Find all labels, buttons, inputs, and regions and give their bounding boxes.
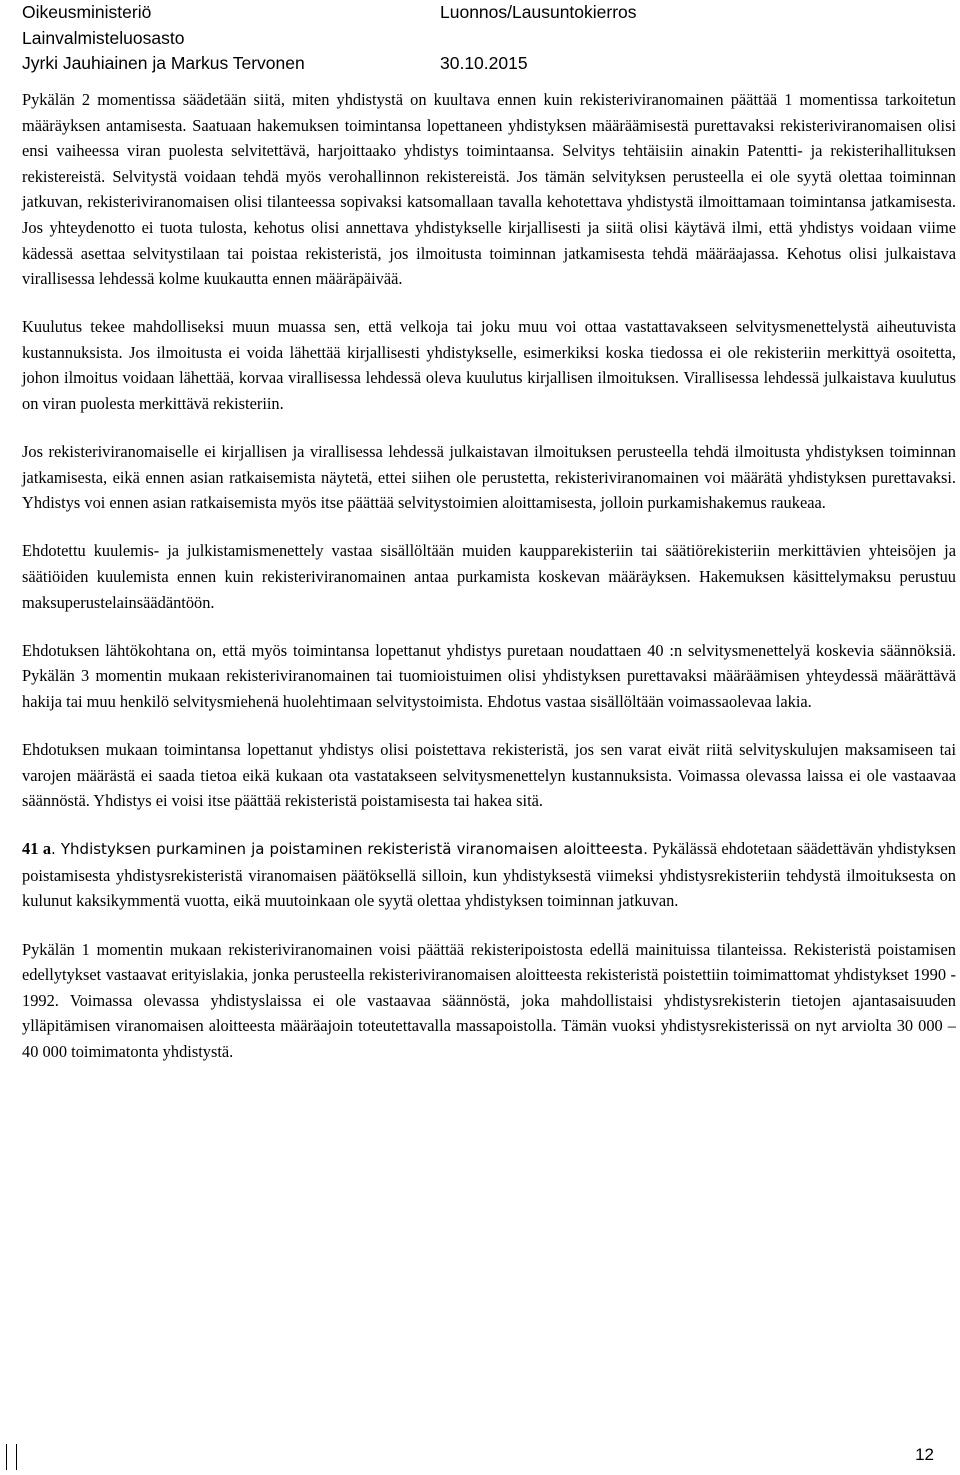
paragraph-7 [22,836,956,914]
paragraph-2: Kuulutus tekee mahdolliseksi muun muassa sen, että velkoja tai joku muu voi ottaa vastattavakseen selvitysmenettelystä aiheutuvista kustannuksista. Jos ilmoitusta ei voida lähettää kirjallisesti yhdistykselle, esimerkiksi koska tiedossa ei ole rekisteriin merkittyä osoitetta, johon ilmoitus voidaan lähettää, korvaa virallisessa lehdessä oleva kuulutus kirjallisen ilmoituksen. Virallisessa lehdessä julkaistava kuulutus on viran puolesta merkittävä rekisteriin. [22,317,956,414]
paragraph-8: Pykälän 1 momentin mukaan rekisteriviranomainen voisi päättää rekisteripoistosta edellä mainituissa tilanteissa. Rekisteristä poistamisen edellytykset vastaavat erityislakia, jonka perusteella rekisteriviranomaisen aloitteesta rekisteristä poistettiin toimimattomat yhdistykset 1990 - 1992. Voimassa olevassa yhdistyslaissa ei ole vastaavaa säännöstä, joka mahdollistaisi yhdistysrekisterin tietojen ajantasaisuuden ylläpitämisen viranomaisen aloitteesta määräajoin toteutettavalla massapoistolla. Tämän vuoksi yhdistysrekisterissä on nyt arviolta 30 000 – 40 000 toimimatonta yhdistystä. [22,939,956,1061]
section-text: Pykälässä ehdotetaan säädettävän yhdistyksen poistamisesta yhdistysrekisteristä viranomaisen päätöksellä silloin, kun yhdistyksestä viimeksi yhdistysrekisteriin tehdystä ilmoituksesta on kulunut kaksikymmentä vuotta, eikä muutoinkaan ole syytä olettaa yhdistyksen toiminnan jatkuvan. [22,839,956,911]
ministry-name: Oikeusministeriö [22,2,152,22]
header-row-3 [22,51,622,77]
page-number: 12 [915,1445,934,1464]
paragraph-4: Ehdotettu kuulemis- ja julkistamismenettely vastaa sisällöltään muiden kaupparekisteriin tai säätiörekisteriin merkittävien yhteisöjen ja säätiöiden kuulemista ennen kuin rekisteriviranomainen antaa purkamista koskevan määräyksen. Hakemuksen käsittelymaksu perustuu maksuperustelainsäädäntöön. [22,541,956,612]
department-name: Lainvalmisteluosasto [22,27,185,48]
revision-mark [6,1444,7,1470]
document-date: 30.10.2015 [440,53,528,73]
header-row-2 [22,26,622,52]
document-header [22,0,637,77]
paragraph-1: Pykälän 2 momentissa säädetään siitä, miten yhdistystä on kuultava ennen kuin rekisteriviranomainen päättää 1 momentissa tarkoitetun määräyksen antamisesta. Saatuaan hakemuksen toimintansa lopettaneen yhdistyksen määräämisestä purettavaksi rekisteriviranomaisen olisi ensi vaiheessa viran puolesta selvitettävä, harjoittaako yhdistys toimintaansa. Selvitys tehtäisiin ainakin Patentti- ja rekisterihallituksen rekistereistä. Selvitystä voidaan tehdä myös verohallinnon rekistereistä. Jos tämän selvityksen perusteella ei ole syytä olettaa toiminnan jatkuvan, rekisteriviranomaisen olisi tilanteessa sopivaksi katsomallaan tavalla kehotettava yhdistystä ilmoittamaan toimintansa jatkamisesta. Jos yhteydenotto ei tuota tulosta, kehotus olisi annettava yhdistykselle kirjallisesti ja siitä olisi käytävä ilmi, että yhdistys voidaan viime kädessä asettaa selvitystilaan tai poistaa rekisteristä, jos ilmoitusta toiminnan jatkamisesta tehdä määräajassa. Kehotus olisi julkaistava virallisessa lehdessä kolme kuukautta ennen määräpäivää. [22,90,956,289]
revision-mark [16,1444,17,1470]
paragraph-3: Jos rekisteriviranomaiselle ei kirjallisen ja virallisessa lehdessä julkaistavan ilmoituksen perusteella tehdä ilmoitusta yhdistyksen toiminnan jatkamisesta, eikä ennen asian ratkaisemista näytetä, ettei siihen ole perustetta, rekisteriviranomainen voi määrätä yhdistyksen purettavaksi. Yhdistys voi ennen asian ratkaisemista myös itse päättää selvitystoimien aloittamisesta, jolloin purkamishakemus raukeaa. [22,442,956,513]
section-number: 41 a [22,839,52,859]
document-status: Luonnos/Lausuntokierros [440,2,637,22]
section-heading: . Yhdistyksen purkaminen ja poistaminen rekisteristä viranomaisen aloitteesta. [51,840,648,859]
paragraph-5: Ehdotuksen lähtökohtana on, että myös toimintansa lopettanut yhdistys puretaan noudattaen 40 :n selvitysmenettelyä koskevia säännöksiä. Pykälän 3 momentin mukaan rekisteriviranomainen tai tuomioistuimen olisi yhdistyksen purettavaksi määräämisen yhteydessä määrättävä hakija tai muu henkilö selvitysmiehenä huolehtimaan selvitystoimista. Ehdotus vastaa sisällöltään voimassaolevaa lakia. [22,640,956,711]
authors: Jyrki Jauhiainen ja Markus Tervonen [22,53,305,73]
header-row-1 [22,0,637,26]
paragraph-6: Ehdotuksen mukaan toimintansa lopettanut yhdistys olisi poistettava rekisteristä, jos sen varat eivät riitä selvityskulujen maksamiseen tai varojen määrästä ei saada tietoa eikä kukaan ota vastatakseen selvitysmenettelyn kustannuksista. Voimassa olevassa laissa ei ole vastaavaa säännöstä. Yhdistys ei voisi itse päättää rekisteristä poistamisesta tai hakea sitä. [22,739,956,811]
document-body [22,87,956,1087]
